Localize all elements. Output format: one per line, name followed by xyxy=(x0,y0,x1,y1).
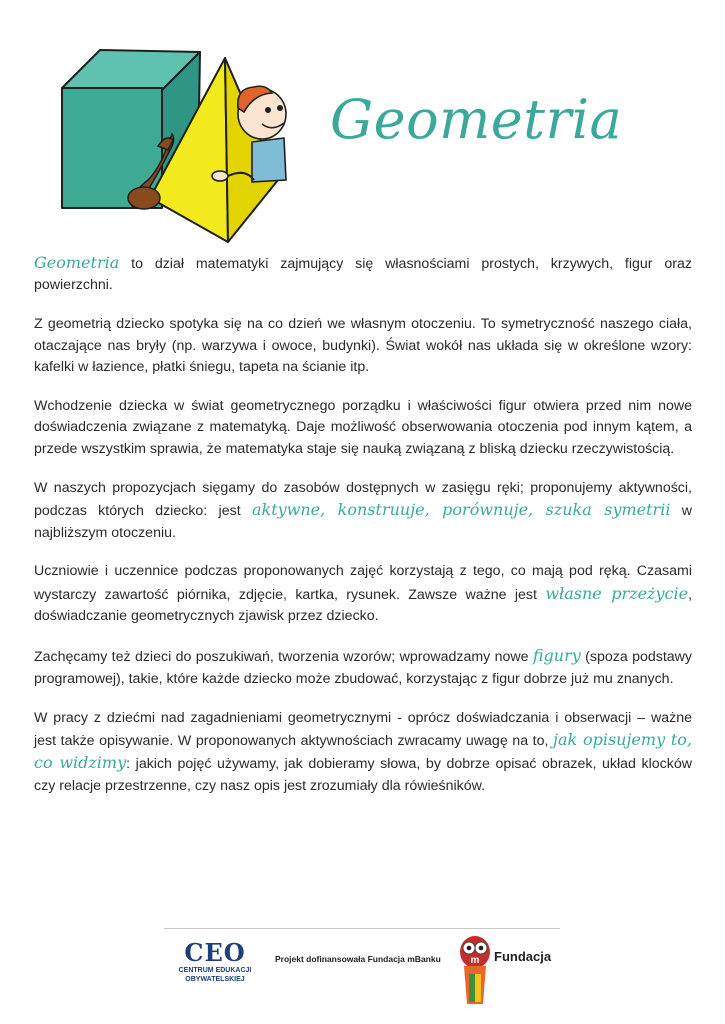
paragraph-1 xyxy=(34,252,692,297)
paragraph-text: : jakich pojęć używamy, jak dobieramy słowa, by dobrze opisać obrazek, układ klocków czy relacje przestrzenne, czy nasz opis jest zrozumiały dla rówieśników. xyxy=(34,756,692,794)
paragraph-text: to dział matematyki zajmujący się własnościami prostych, krzywych, figur oraz powierzchni. xyxy=(34,256,692,294)
paragraph-text: (spoza podstawy programowej), takie, które każde dziecko może zbudować, korzystając z figur dobrze już mu znanych. xyxy=(34,649,693,687)
sponsor-text: Projekt dofinansowała Fundacja mBanku xyxy=(275,954,441,964)
paragraph-text: W pracy z dziećmi nad zagadnieniami geometrycznymi - oprócz doświadczania i obserwacji – ważne jest także opisywanie. W proponowanych aktywnościach zwracamy uwagę na to, xyxy=(34,709,692,749)
ceo-logo-mark: CEO xyxy=(184,938,246,967)
paragraph-7 xyxy=(34,708,692,798)
geometry-illustration xyxy=(40,30,310,250)
paragraph-5 xyxy=(34,561,692,627)
paragraph-3 xyxy=(34,396,692,460)
paragraph-2 xyxy=(34,314,692,378)
paragraph-text: Zachęcamy też dzieci do poszukiwań, tworzenia wzorów; wprowadzamy nowe xyxy=(34,649,533,666)
footer-divider xyxy=(164,928,560,929)
page-title: Geometria xyxy=(330,88,623,151)
paragraph-text: W naszych propozycjach sięgamy do zasobów dostępnych w zasięgu ręki; proponujemy aktywności, podczas których dziecko: jest xyxy=(34,479,692,520)
paragraph-text: Z geometrią dziecko spotyka się na co dzień we własnym otoczeniu. To symetryczność naszego ciała, otaczające nas bryły (np. warzywa i owoce, budynki). Świat wokół nas układa się w określone wzory: kafelki w łazience, płatki śniegu, tapeta na ścianie itp. xyxy=(34,316,692,376)
ceo-logo-line2: OBYWATELSKIEJ xyxy=(185,976,245,983)
content-body xyxy=(34,252,692,815)
paragraph-text: w najbliższym otoczeniu. xyxy=(34,503,693,541)
owl-icon xyxy=(455,930,495,1010)
paragraph-6 xyxy=(34,645,692,690)
ceo-logo xyxy=(170,940,260,990)
paragraph-text: , doświadczanie geometrycznych zjawisk przez dziecko. xyxy=(34,586,693,625)
paragraph-4 xyxy=(34,478,692,544)
highlight-text: jak opisujemy to, co widzimy xyxy=(34,729,692,773)
fundacja-label: Fundacja xyxy=(494,949,552,964)
highlight-text: aktywne, konstruuje, porównuje, szuka symetrii xyxy=(251,500,671,520)
highlight-text: figury xyxy=(532,646,581,666)
paragraph-text: Wchodzenie dziecka w świat geometrycznego porządku i właściwości figur otwiera przed nim nowe doświadczenia związane z matematyką. Daje możliwość obserwowania otoczenia pod innym kątem, a przede wszystkim sprawia, że matematyka staje się nauką związaną z bliską dziecku rzeczywistością. xyxy=(34,398,692,457)
ceo-logo-line1: CENTRUM EDUKACJI xyxy=(178,967,252,974)
highlight-text: własne przeżycie xyxy=(545,583,689,603)
paragraph-text: Uczniowie i uczennice podczas proponowanych zajęć korzystają z tego, co mają pod ręką. Czasami wystarczy zawartość piórnika, zdjęcie, kartka, rysunek. Zawsze ważne jest xyxy=(34,563,692,603)
highlight-text: Geometria xyxy=(34,253,120,272)
mbank-letter: m xyxy=(470,955,480,966)
